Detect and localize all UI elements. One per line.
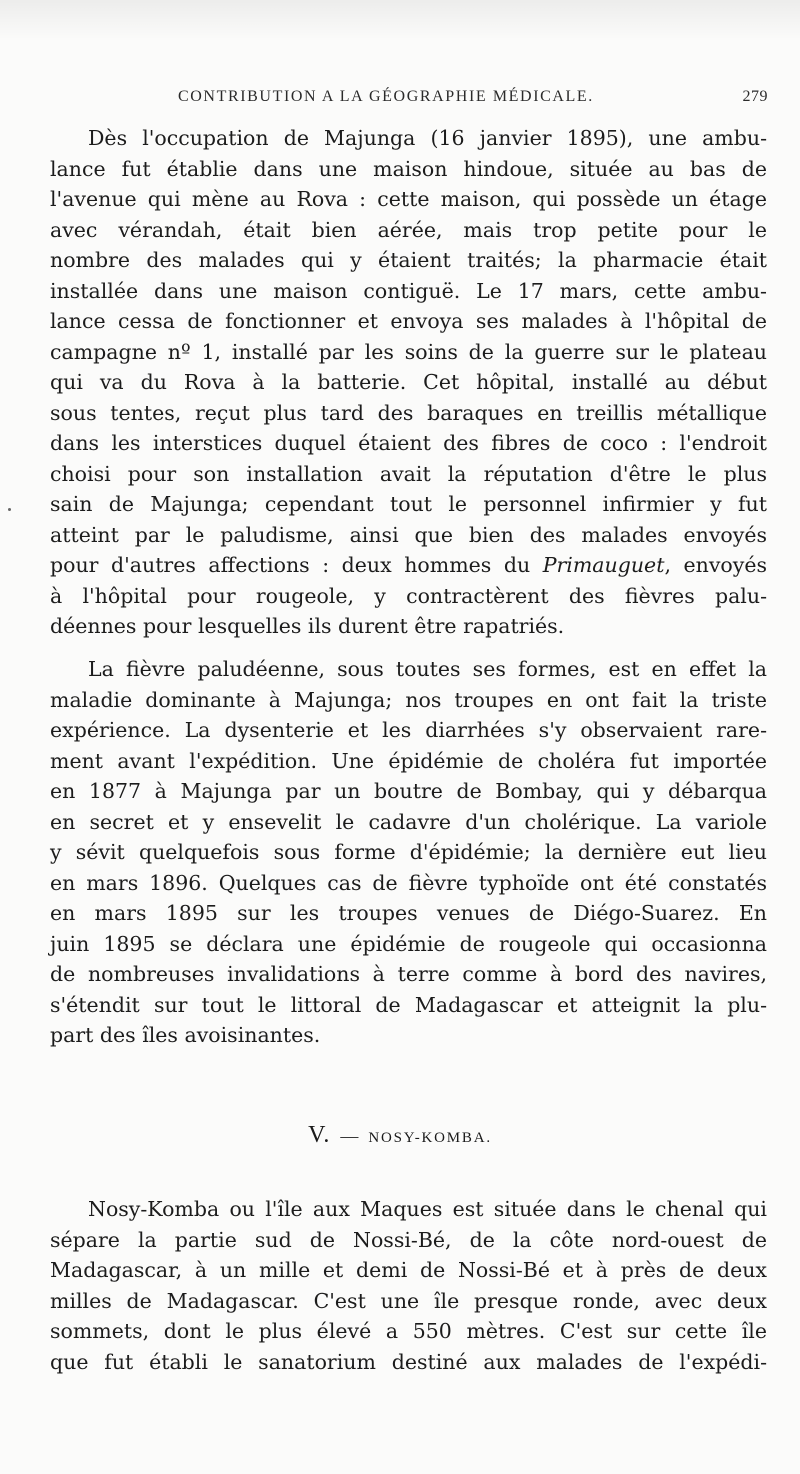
margin-dot [8,508,11,511]
text-line: y sévit quelquefois sous forme d'épidémie; la dernière eut lieu [50,840,767,864]
text-line: sain de Majunga; cependant tout le personnel infirmier y fut [50,492,767,516]
section-title: NOSY-KOMBA. [368,1130,492,1146]
text-line: maladie dominante à Majunga; nos troupes en ont fait la triste [50,687,767,712]
text-line: lance cessa de fonctionner et envoya ses malades à l'hôpital de [50,309,767,333]
text-line: avec vérandah, était bien aérée, mais trop petite pour le [50,217,767,242]
text-line: s'étendit sur tout le littoral de Madagascar et atteignit la plu- [50,992,767,1017]
text-line: campagne nº 1, installé par les soins de la guerre sur le plateau [50,339,767,364]
ship-name: Primauguet [542,553,665,577]
text-line-with-ship-name [50,550,767,581]
text-line: installée dans une maison contiguë. Le 17 mars, cette ambu- [50,278,767,303]
text-line: expérience. La dysenterie et les diarrhées s'y observaient rare- [50,718,767,742]
section-numeral: V. [308,1122,331,1148]
section-heading [0,1122,800,1149]
text-line: dans les interstices duquel étaient des fibres de coco : l'endroit [50,431,767,455]
text-line: en 1877 à Majunga par un boutre de Bombay, qui y débarqua [50,779,767,803]
text-line: atteint par le paludisme, ainsi que bien des malades envoyés [50,522,767,547]
text-line: sous tentes, reçut plus tard des baraques en treillis métallique [50,400,767,425]
running-head-title: CONTRIBUTION A LA GÉOGRAPHIE MÉDICALE. [178,88,594,105]
page-number: 279 [742,88,768,105]
text-line: part des îles avoisinantes. [50,1023,321,1047]
text-line: Madagascar, à un mille et demi de Nossi-Bé et à près de deux [50,1258,767,1282]
running-head [52,88,768,114]
text-line: ment avant l'expédition. Une épidémie de choléra fut importée [50,748,767,773]
text-line: milles de Madagascar. C'est une île presque ronde, avec deux [50,1288,767,1313]
text-line: que fut établi le sanatorium destiné aux malades de l'expédi- [50,1349,767,1374]
text-line: de nombreuses invalidations à terre comme à bord des navires, [50,962,767,986]
text-line: déennes pour lesquelles ils durent être rapatriés. [50,614,565,638]
paragraph-majunga-ambulance [50,123,767,642]
text-line: en mars 1896. Quelques cas de fièvre typhoïde ont été constatés [50,870,767,895]
text-run: pour d'autres affections : deux hommes du [50,553,543,577]
text-line: juin 1895 se déclara une épidémie de rougeole qui occasionna [50,931,767,956]
text-line: sommets, dont le plus élevé a 550 mètres. C'est sur cette île [50,1319,767,1343]
text-run: , envoyés [664,553,767,577]
text-line: La fièvre paludéenne, sous toutes ses formes, est en effet la [88,657,767,681]
text-line: à l'hôpital pour rougeole, y contractèrent des fièvres palu- [50,583,767,608]
text-line: en mars 1895 sur les troupes venues de Diégo-Suarez. En [50,901,767,925]
text-line: en secret et y ensevelit le cadavre d'un cholérique. La variole [50,809,767,834]
text-line: Dès l'occupation de Majunga (16 janvier 1895), une ambu- [88,126,767,150]
section-dash: — [340,1126,359,1146]
text-line: nombre des malades qui y étaient traités; la pharmacie était [50,248,767,272]
text-line: choisi pour son installation avait la réputation d'être le plus [50,461,767,486]
paragraph-diseases [50,654,767,1051]
text-line: l'avenue qui mène au Rova : cette maison, qui possède un étage [50,187,767,211]
text-line: lance fut établie dans une maison hindoue, située au bas de [50,156,767,181]
paragraph-nosy-komba [50,1194,767,1377]
page-edge-shading [0,0,800,40]
text-line: sépare la partie sud de Nossi-Bé, de la côte nord-ouest de [50,1227,767,1252]
text-line: Nosy-Komba ou l'île aux Maques est située dans le chenal qui [88,1197,767,1221]
text-line: qui va du Rova à la batterie. Cet hôpital, installé au début [50,370,767,394]
